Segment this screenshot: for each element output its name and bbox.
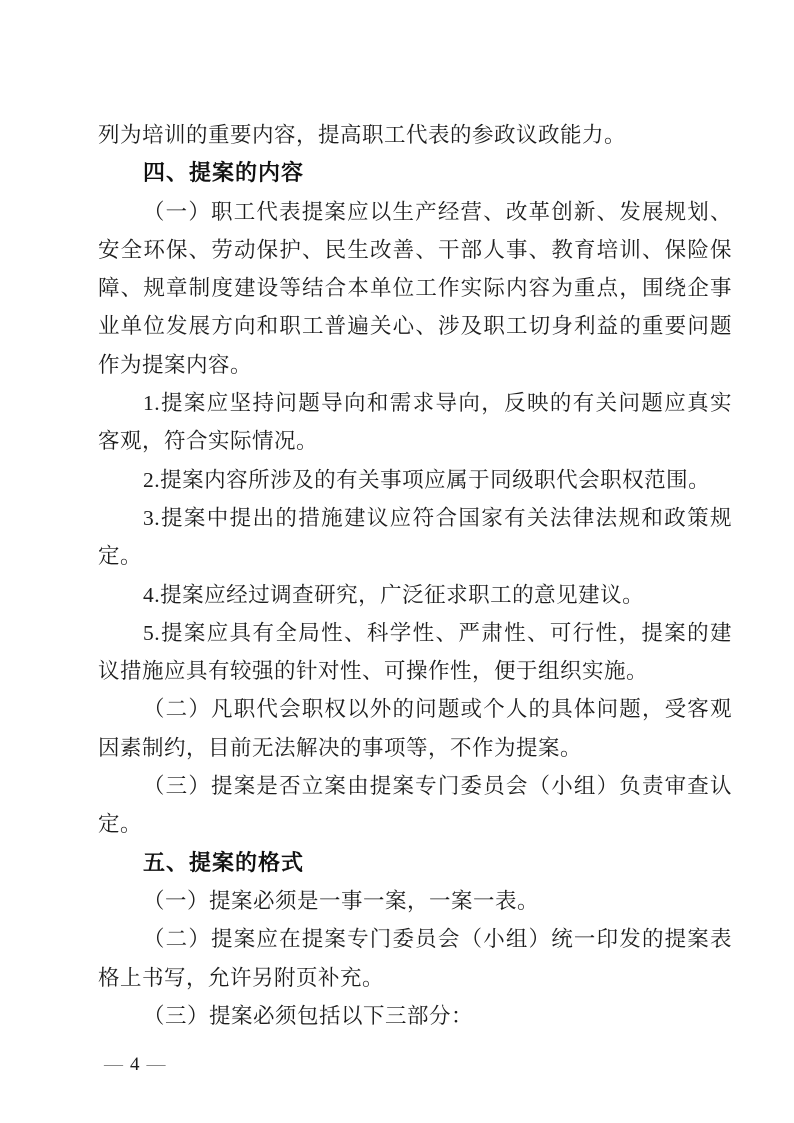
document-body <box>98 116 732 1035</box>
section-heading-5: 五、提案的格式 <box>143 849 305 875</box>
paragraph-line: 安全环保、劳动保护、民生改善、干部人事、教育培训、保险保 <box>98 237 732 262</box>
paragraph-line: （一）提案必须是一事一案，一案一表。 <box>143 888 540 913</box>
paragraph-line: 客观，符合实际情况。 <box>98 429 319 454</box>
paragraph-line: （三）提案是否立案由提案专门委员会（小组）负责审查认 <box>143 774 732 799</box>
footer-dash-left: — <box>104 1054 124 1075</box>
page-number: 4 <box>130 1054 141 1075</box>
page-number-footer <box>98 1053 173 1077</box>
numbered-item-3: 3.提案中提出的措施建议应符合国家有关法律法规和政策规 <box>143 505 732 530</box>
paragraph-line: 议措施应具有较强的针对性、可操作性，便于组织实施。 <box>98 659 649 684</box>
paragraph-line: 障、规章制度建设等结合本单位工作实际内容为重点，围绕企事 <box>98 276 732 301</box>
paragraph-line: （二）凡职代会职权以外的问题或个人的具体问题，受客观 <box>143 697 732 722</box>
paragraph-line: （一）职工代表提案应以生产经营、改革创新、发展规划、 <box>143 199 732 224</box>
numbered-item-2: 2.提案内容所涉及的有关事项应属于同级职代会职权范围。 <box>143 467 711 492</box>
numbered-item-1: 1.提案应坚持问题导向和需求导向，反映的有关问题应真实 <box>143 391 732 416</box>
paragraph-line: 列为培训的重要内容，提高职工代表的参政议政能力。 <box>98 123 627 147</box>
numbered-item-4: 4.提案应经过调查研究，广泛征求职工的意见建议。 <box>143 582 645 607</box>
paragraph-line: 定。 <box>98 544 143 569</box>
paragraph-line: 业单位发展方向和职工普遍关心、涉及职工切身利益的重要问题 <box>98 314 732 339</box>
paragraph-line: （三）提案必须包括以下三部分： <box>143 1003 474 1028</box>
paragraph-line: 定。 <box>98 812 143 837</box>
footer-dash-right: — <box>146 1054 167 1075</box>
section-heading-4: 四、提案的内容 <box>143 160 305 186</box>
numbered-item-5: 5.提案应具有全局性、科学性、严肃性、可行性，提案的建 <box>143 620 732 645</box>
paragraph-line: 因素制约，目前无法解决的事项等，不作为提案。 <box>98 735 583 760</box>
paragraph-line: 作为提案内容。 <box>98 352 253 377</box>
paragraph-line: （二）提案应在提案专门委员会（小组）统一印发的提案表 <box>143 927 732 952</box>
paragraph-line: 格上书写，允许另附页补充。 <box>98 965 385 990</box>
